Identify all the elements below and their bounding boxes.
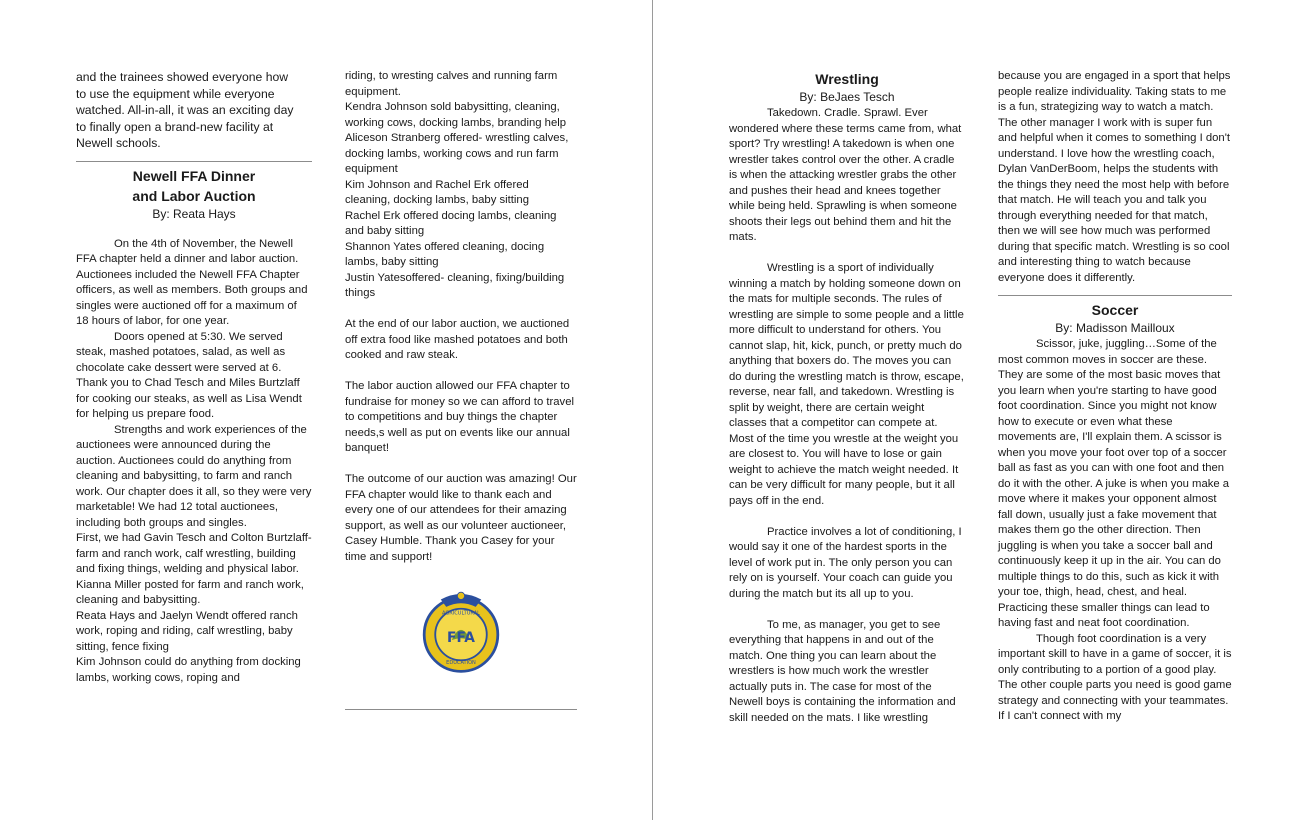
left-page-column-2: [345, 69, 577, 714]
list-item: Kendra Johnson sold babysitting, cleaning, working cows, docking lambs, branding help: [345, 101, 567, 129]
left-page-column-1: [76, 69, 312, 686]
article-title-line: Newell FFA Dinner: [132, 167, 256, 184]
emblem-ring-text-top: AGRICULTURAL: [442, 610, 480, 617]
list-item: First, we had Gavin Tesch and Colton Burtzlaff- farm and ranch work, calf wrestling, building and fixing things, welding and physical labor.: [76, 532, 312, 575]
article-paragraph: Strengths and work experiences of the auctionees were announced during the auction. Auctionees could do anything from cleaning and babysitting, to farm and ranch work. Our chapter does it all, so they were very marketable! We had 12 total auctionees, including both groups and singles.: [76, 423, 312, 529]
article-title: [76, 166, 312, 206]
article-paragraph: The labor auction allowed our FFA chapter to fundraise for money so we can afford to travel to competitions and buy things the chapter needs,s well as put on events like our annual banquet!: [345, 380, 574, 454]
intro-line: Newell schools.: [76, 136, 161, 150]
intro-line: to finally open a brand-new facility at: [76, 119, 274, 134]
article-paragraph: The outcome of our auction was amazing! Our FFA chapter would like to thank each and every one of our attendees for their amazing support, as well as our volunteer auctioneer, Casey Humble. Thank you Casey for your time and support!: [345, 473, 577, 563]
list-item: Reata Hays and Jaelyn Wendt offered ranch work, roping and riding, calf wrestling, baby sitting, fence fixing: [76, 609, 298, 653]
article-paragraph: At the end of our labor auction, we auctioned off extra food like mashed potatoes and both cooked and raw steak.: [345, 318, 570, 361]
emblem-ring-text-bottom: EDUCATION: [446, 659, 476, 666]
ffa-emblem-icon: [415, 583, 507, 675]
emblem-letters: FFA: [447, 629, 475, 646]
article-title: Soccer: [1091, 302, 1139, 318]
article-byline: By: BeJaes Tesch: [799, 90, 895, 104]
list-item: riding, to wresting calves and running farm equipment.: [345, 70, 558, 98]
right-page-column-1: [729, 69, 965, 726]
list-item: Shannon Yates offered cleaning, docing lambs, baby sitting: [345, 240, 545, 268]
list-item: Justin Yatesoffered- cleaning, fixing/building things: [345, 271, 565, 299]
section-divider: [76, 161, 312, 162]
article-title: Wrestling: [815, 71, 879, 87]
list-item: Rachel Erk offered docing lambs, cleaning and baby sitting: [345, 209, 557, 237]
right-page-column-2: [998, 69, 1232, 725]
article-paragraph: On the 4th of November, the Newell FFA chapter held a dinner and labor auction. Auctionees included the Newell FFA Chapter officers, as well as members. Both groups and singles were auctioned off for a maximum of 18 hours of labor, for one year.: [76, 237, 308, 327]
article-paragraph: Takedown. Cradle. Sprawl. Ever wondered where these terms came from, what sport? Try wrestling! A takedown is when one wrestler takes control over the other. A cradle is when the attacking wrestler grabs the other and pushes their head and knees together while being held. Sprawling is when someone shoots their legs out behind them and hit the mats.: [729, 107, 962, 243]
article-paragraph: Though foot coordination is a very important skill to have in a game of soccer, it is only contributing to a portion of a good play. The other couple parts you need is good game strategy and connecting with your teammates. If I can't connect with my: [998, 632, 1232, 722]
section-divider: [345, 709, 577, 710]
article-paragraph: Practice involves a lot of conditioning, I would say it one of the hardest sports in the level of work put in. The only person you can rely on is yourself. Your coach can guide you during the match but its all up to you.: [729, 525, 962, 600]
page-divider: [652, 0, 653, 820]
intro-line: to use the equipment while everyone: [76, 86, 275, 101]
list-item: Kim Johnson and Rachel Erk offered cleaning, docking lambs, baby sitting: [345, 178, 529, 206]
article-byline: By: Reata Hays: [152, 206, 236, 221]
article-paragraph: Scissor, juke, juggling…Some of the most common moves in soccer are these. They are some of the most basic moves that you learn when you're starting to have good foot coordination. Since you might not know how to execute or even what these movements are, I'll explain them. A scissor is when you move your foot over top of a soccer ball as fast as you can with one foot and then do it with the other. A juke is when you make a move where it makes your opponent almost fall down, usually just a fake movement that makes them go the other direction. Then juggling is when you take a soccer ball and continuously keep it up in the air. You can do multiple things to do this, such as kick it with your toe, thigh, head, chest, and heal. Practicing these smaller things can lead to having fast and neat foot coordination.: [998, 338, 1230, 629]
intro-line: watched. All-in-all, it was an exciting day: [76, 103, 294, 117]
article-paragraph: Doors opened at 5:30. We served steak, mashed potatoes, salad, as well as chocolate cake dessert were served at 6. Thank you to Chad Tesch and Miles Burtzlaff for cooking our steaks, as well as Lisa Wendt for helping us prepare food.: [76, 330, 302, 420]
section-divider: [998, 295, 1232, 296]
article-title-line: and Labor Auction: [132, 187, 256, 204]
list-item: Kianna Miller posted for farm and ranch work, cleaning and babysitting.: [76, 578, 304, 606]
list-item: Kim Johnson could do anything from docking lambs, working cows, roping and: [76, 656, 301, 684]
article-byline: By: Madisson Mailloux: [1055, 321, 1175, 335]
list-item: Aliceson Stranberg offered- wrestling calves, docking lambs, working cows and run farm equipment: [345, 132, 569, 175]
article-paragraph: because you are engaged in a sport that helps people realize individuality. Taking stats to me is a fun, strategizing way to watch a match. The other manager I work with is super fun and helpful when it comes to something I don't understand. I love how the wrestling coach, Dylan VanDerBoom, helps the students with the things they need the most help with before that match. He will teach you and talk you through everything needed for that match, then we will see how much was performed during that specific match. Wrestling is so cool and interesting thing to watch because everyone does it differently.: [998, 70, 1231, 284]
article-paragraph: Wrestling is a sport of individually winning a match by holding someone down on the mats for multiple seconds. The rules of wrestling are simple to some people and a little more difficult to understand for others. You cannot slap, hit, kick, punch, or pretty much do anything that boxers do. The moves you can do during the wrestling match is throw, escape, reverse, near fall, and takedown. Wrestling is split by weight, there are certain weight classes that a competitor can compete at. Most of the time you wrestle at the weight you are closest to. You will have to lose or gain weight to achieve the match weight needed. It can be very difficult for many people, but it all pays off in the end.: [729, 262, 964, 507]
article-paragraph: To me, as manager, you get to see everything that happens in and out of the match. One thing you can learn about the wrestlers is how much work the wrestler actually puts in. The case for most of the Newell boys is containing the information and skill needed on the mats. I like wrestling: [729, 618, 956, 724]
intro-line: and the trainees showed everyone how: [76, 70, 289, 84]
